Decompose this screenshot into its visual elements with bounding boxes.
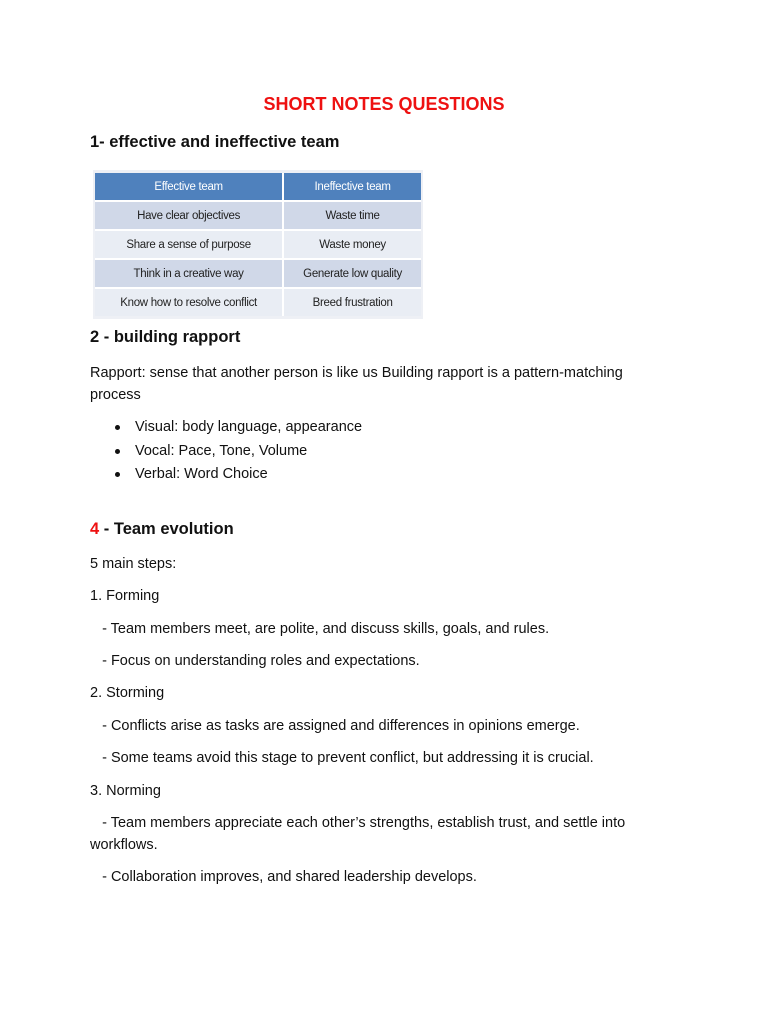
section-4-number: 4 bbox=[90, 520, 100, 538]
table-row bbox=[95, 258, 421, 287]
table-cell: Know how to resolve conflict bbox=[95, 287, 282, 316]
table-header-ineffective: Ineffective team bbox=[282, 173, 421, 200]
stage-forming-title: 1. Forming bbox=[90, 588, 160, 604]
table-cell: Generate low quality bbox=[282, 258, 421, 287]
norming-point: - Team members appreciate each other’s strengths, establish trust, and settle into workflows. bbox=[90, 815, 630, 853]
norming-point: - Collaboration improves, and shared leadership develops. bbox=[90, 869, 477, 885]
bullet-dot-icon bbox=[115, 449, 120, 454]
storming-point: - Some teams avoid this stage to prevent conflict, but addressing it is crucial. bbox=[90, 750, 594, 766]
bullet-dot-icon bbox=[115, 472, 120, 477]
table-row bbox=[95, 200, 421, 229]
table-cell: Share a sense of purpose bbox=[95, 229, 282, 258]
table-cell: Have clear objectives bbox=[95, 200, 282, 229]
rapport-paragraph: Rapport: sense that another person is like us Building rapport is a pattern-matching process bbox=[90, 365, 623, 403]
stage-storming-title: 2. Storming bbox=[90, 685, 165, 701]
list-item: Visual: body language, appearance bbox=[113, 416, 362, 440]
table-cell: Breed frustration bbox=[282, 287, 421, 316]
section-1-heading: 1- effective and ineffective team bbox=[90, 133, 340, 151]
stage-norming-title: 3. Norming bbox=[90, 783, 161, 799]
section-2-heading: 2 - building rapport bbox=[90, 328, 241, 346]
section-4-heading bbox=[90, 520, 234, 539]
table-row bbox=[95, 229, 421, 258]
table-cell: Waste money bbox=[282, 229, 421, 258]
section-4-heading-text: - Team evolution bbox=[99, 520, 234, 538]
rapport-bullet-list bbox=[113, 416, 362, 487]
list-item: Verbal: Word Choice bbox=[113, 463, 362, 487]
table-header-effective: Effective team bbox=[95, 173, 282, 200]
forming-point: - Focus on understanding roles and expectations. bbox=[90, 653, 420, 669]
page-title: SHORT NOTES QUESTIONS bbox=[263, 94, 505, 114]
list-item: Vocal: Pace, Tone, Volume bbox=[113, 440, 362, 464]
team-evolution-intro: 5 main steps: bbox=[90, 556, 177, 572]
bullet-dot-icon bbox=[115, 425, 120, 430]
table-cell: Waste time bbox=[282, 200, 421, 229]
table-header-row bbox=[95, 173, 421, 200]
storming-point: - Conflicts arise as tasks are assigned and differences in opinions emerge. bbox=[90, 718, 580, 734]
team-comparison-table bbox=[93, 170, 423, 319]
table-cell: Think in a creative way bbox=[95, 258, 282, 287]
table-row bbox=[95, 287, 421, 316]
forming-point: - Team members meet, are polite, and discuss skills, goals, and rules. bbox=[90, 621, 550, 637]
